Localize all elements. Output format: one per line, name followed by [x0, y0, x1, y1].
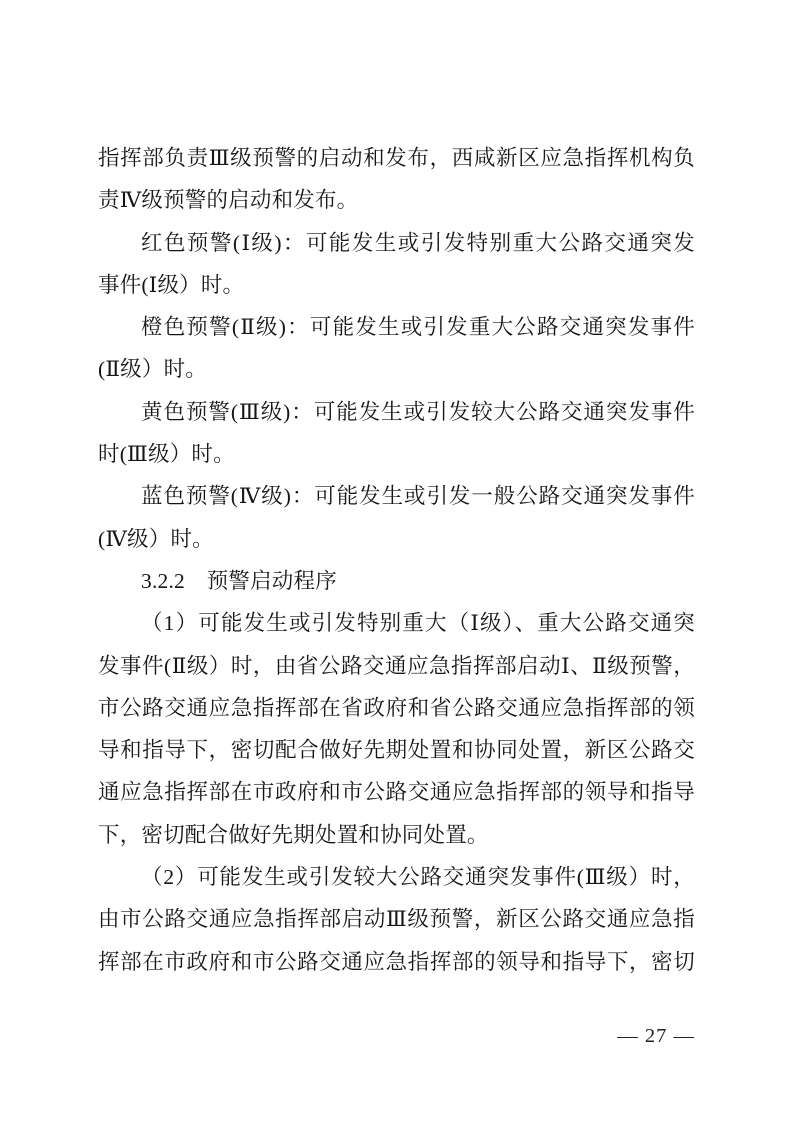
text-line: 橙色预警(Ⅱ级)：可能发生或引发重大公路交通突发事件 — [141, 315, 695, 340]
body-text — [98, 137, 695, 983]
text-line: 指挥部负责Ⅲ级预警的启动和发布，西咸新区应急指挥机构负 — [98, 146, 695, 170]
text-line: 黄色预警(Ⅲ级)：可能发生或引发较大公路交通突发事件 — [141, 399, 695, 424]
text-line: 发事件(Ⅱ级）时，由省公路交通应急指挥部启动Ⅰ、Ⅱ级预警， — [98, 653, 695, 678]
text-line: 蓝色预警(Ⅳ级)：可能发生或引发一般公路交通突发事件 — [141, 484, 695, 509]
text-line: 红色预警(Ⅰ级)：可能发生或引发特别重大公路交通突发 — [141, 230, 695, 255]
text-line: 下，密切配合做好先期处置和协同处置。 — [98, 822, 489, 847]
text-line: 事件(Ⅰ级）时。 — [98, 272, 245, 297]
text-line: 市公路交通应急指挥部在省政府和省公路交通应急指挥部的领 — [98, 695, 695, 720]
text-line: （2）可能发生或引发较大公路交通突发事件(Ⅲ级）时， — [141, 865, 695, 890]
text-line: (Ⅳ级）时。 — [98, 526, 214, 551]
text-line: 挥部在市政府和市公路交通应急指挥部的领导和指导下，密切 — [98, 949, 695, 974]
text-line: （1）可能发生或引发特别重大（Ⅰ级）、重大公路交通突 — [141, 611, 695, 636]
text-line: 时(Ⅲ级）时。 — [98, 442, 235, 467]
text-line: 由市公路交通应急指挥部启动Ⅲ级预警，新区公路交通应急指 — [98, 907, 695, 932]
text-line: 通应急指挥部在市政府和市公路交通应急指挥部的领导和指导 — [98, 780, 695, 805]
text-line: 导和指导下，密切配合做好先期处置和协同处置，新区公路交 — [98, 738, 695, 763]
text-line: (Ⅱ级）时。 — [98, 357, 207, 382]
page-number: — 27 — — [617, 1025, 695, 1047]
section-heading: 3.2.2 预警启动程序 — [141, 568, 337, 593]
text-line: 责Ⅳ级预警的启动和发布。 — [98, 188, 359, 213]
